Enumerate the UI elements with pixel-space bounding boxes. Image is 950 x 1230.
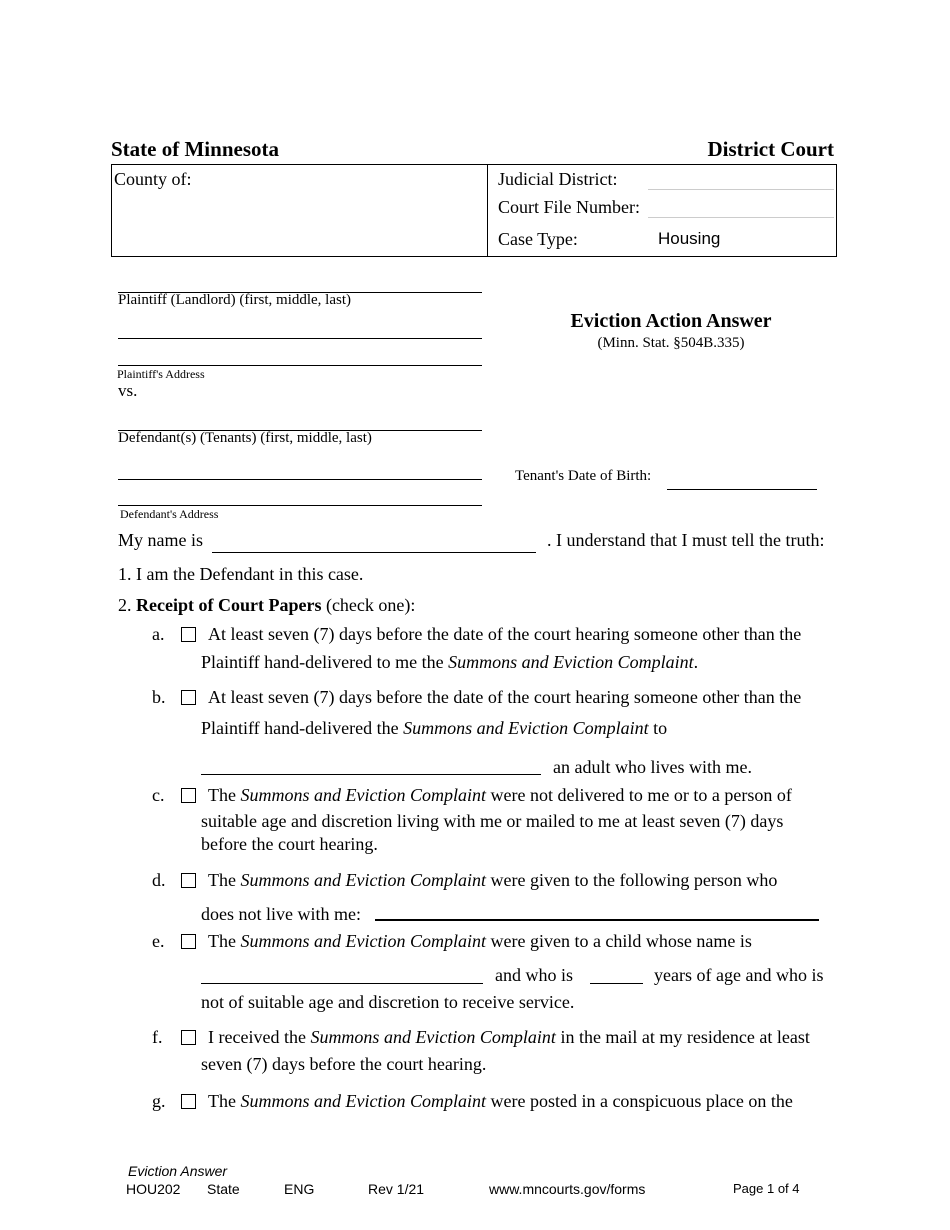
- case-type-label: Case Type:: [498, 229, 578, 249]
- option-c-doc-title: Summons and Eviction Complaint: [240, 785, 486, 805]
- footer-page-number: Page 1 of 4: [733, 1181, 800, 1196]
- case-type-value: Housing: [658, 229, 721, 248]
- option-f-checkbox[interactable]: [181, 1030, 196, 1045]
- option-e-checkbox[interactable]: [181, 934, 196, 949]
- option-b-line2: [201, 717, 667, 739]
- option-a-checkbox[interactable]: [181, 627, 196, 642]
- item-2: [118, 594, 415, 616]
- option-b-line1: At least seven (7) days before the date of the court hearing someone other than the: [208, 687, 802, 707]
- option-e-doc-title: Summons and Eviction Complaint: [240, 931, 486, 951]
- dob-field[interactable]: [667, 489, 817, 490]
- option-d-letter: d.: [152, 870, 166, 890]
- state-heading: State of Minnesota: [111, 137, 279, 161]
- option-c-checkbox[interactable]: [181, 788, 196, 803]
- court-heading: District Court: [707, 137, 834, 161]
- option-b-line2-post: to: [648, 718, 668, 738]
- option-c-line1: [208, 784, 792, 806]
- defendant-address-field-1[interactable]: [118, 479, 482, 480]
- court-file-number-field[interactable]: [648, 217, 834, 218]
- option-c-post: were not delivered to me or to a person of: [485, 785, 792, 805]
- option-e-line1: [208, 930, 752, 952]
- option-b-doc-title: Summons and Eviction Complaint: [403, 718, 649, 738]
- option-b-adult-field[interactable]: [201, 774, 541, 775]
- option-d-doc-title: Summons and Eviction Complaint: [240, 870, 486, 890]
- caption-box: [111, 164, 837, 257]
- option-g-letter: g.: [152, 1091, 166, 1111]
- footer-revision: Rev 1/21: [368, 1181, 425, 1197]
- plaintiff-address-field-2[interactable]: [118, 365, 482, 366]
- option-a-line2-pre: Plaintiff hand-delivered to me the: [201, 652, 449, 672]
- item-2-instructions: (check one):: [321, 595, 416, 615]
- option-e-post: were given to a child whose name is: [485, 931, 752, 951]
- option-e-and-who-is: and who is: [495, 965, 573, 985]
- footer-language: ENG: [284, 1181, 315, 1197]
- item-2-heading: Receipt of Court Papers: [136, 595, 322, 615]
- defendant-label: Defendant(s) (Tenants) (first, middle, last): [118, 430, 372, 446]
- option-d-person-field[interactable]: [375, 919, 819, 921]
- option-g-pre: The: [208, 1091, 241, 1111]
- vs-text: vs.: [118, 381, 138, 400]
- option-f-line2: seven (7) days before the court hearing.: [201, 1054, 487, 1074]
- plaintiff-address-label: Plaintiff's Address: [117, 367, 205, 381]
- footer-form-code: HOU202: [126, 1181, 181, 1197]
- option-g-doc-title: Summons and Eviction Complaint: [240, 1091, 486, 1111]
- form-title: Eviction Action Answer: [570, 310, 772, 332]
- option-d-pre: The: [208, 870, 241, 890]
- plaintiff-address-field-1[interactable]: [118, 338, 482, 339]
- footer-jurisdiction: State: [207, 1181, 240, 1197]
- caption-divider: [487, 165, 488, 256]
- option-d-line1: [208, 869, 777, 891]
- plaintiff-label: Plaintiff (Landlord) (first, middle, last): [118, 292, 352, 308]
- option-d-line2: does not live with me:: [201, 904, 361, 924]
- truth-text: . I understand that I must tell the truth:: [547, 530, 825, 550]
- option-c-line2: suitable age and discretion living with me or mailed to me at least seven (7) days: [201, 811, 784, 831]
- form-statute: (Minn. Stat. §504B.335): [597, 335, 745, 351]
- county-label: County of:: [114, 169, 192, 189]
- my-name-is-text: My name is: [118, 530, 203, 550]
- footer-form-name: Eviction Answer: [128, 1163, 228, 1179]
- option-c-letter: c.: [152, 785, 165, 805]
- option-a-line2-post: .: [693, 652, 699, 672]
- option-b-letter: b.: [152, 687, 166, 707]
- option-e-child-name-field[interactable]: [201, 983, 483, 984]
- option-b-line2-pre: Plaintiff hand-delivered the: [201, 718, 404, 738]
- option-g-line1: [208, 1090, 793, 1112]
- option-f-line1: [208, 1026, 810, 1048]
- option-g-checkbox[interactable]: [181, 1094, 196, 1109]
- court-file-number-label: Court File Number:: [498, 197, 640, 217]
- option-e-line3: not of suitable age and discretion to receive service.: [201, 992, 575, 1012]
- option-b-line3: an adult who lives with me.: [553, 757, 752, 777]
- dob-label: Tenant's Date of Birth:: [515, 468, 652, 484]
- option-e-years: years of age and who is: [654, 965, 824, 985]
- defendant-address-label: Defendant's Address: [120, 507, 219, 521]
- option-d-post: were given to the following person who: [485, 870, 778, 890]
- option-e-pre: The: [208, 931, 241, 951]
- option-f-doc-title: Summons and Eviction Complaint: [310, 1027, 556, 1047]
- judicial-district-label: Judicial District:: [498, 169, 618, 189]
- option-f-letter: f.: [152, 1027, 163, 1047]
- option-c-pre: The: [208, 785, 241, 805]
- option-f-pre: I received the: [208, 1027, 311, 1047]
- option-g-post: were posted in a conspicuous place on the: [485, 1091, 793, 1111]
- item-1: 1. I am the Defendant in this case.: [118, 564, 364, 584]
- option-a-line1: At least seven (7) days before the date of the court hearing someone other than the: [208, 624, 802, 644]
- option-e-age-field[interactable]: [590, 983, 643, 984]
- judicial-district-field[interactable]: [648, 189, 834, 190]
- option-b-checkbox[interactable]: [181, 690, 196, 705]
- option-d-checkbox[interactable]: [181, 873, 196, 888]
- option-a-doc-title: Summons and Eviction Complaint: [448, 652, 694, 672]
- my-name-field[interactable]: [212, 552, 536, 553]
- option-f-post: in the mail at my residence at least: [555, 1027, 810, 1047]
- option-a-line2: [201, 651, 698, 673]
- option-c-line3: before the court hearing.: [201, 834, 378, 854]
- item-2-number: 2.: [118, 595, 132, 615]
- option-a-letter: a.: [152, 624, 165, 644]
- defendant-address-field-2[interactable]: [118, 505, 482, 506]
- footer-url[interactable]: www.mncourts.gov/forms: [489, 1181, 646, 1197]
- option-e-letter: e.: [152, 931, 165, 951]
